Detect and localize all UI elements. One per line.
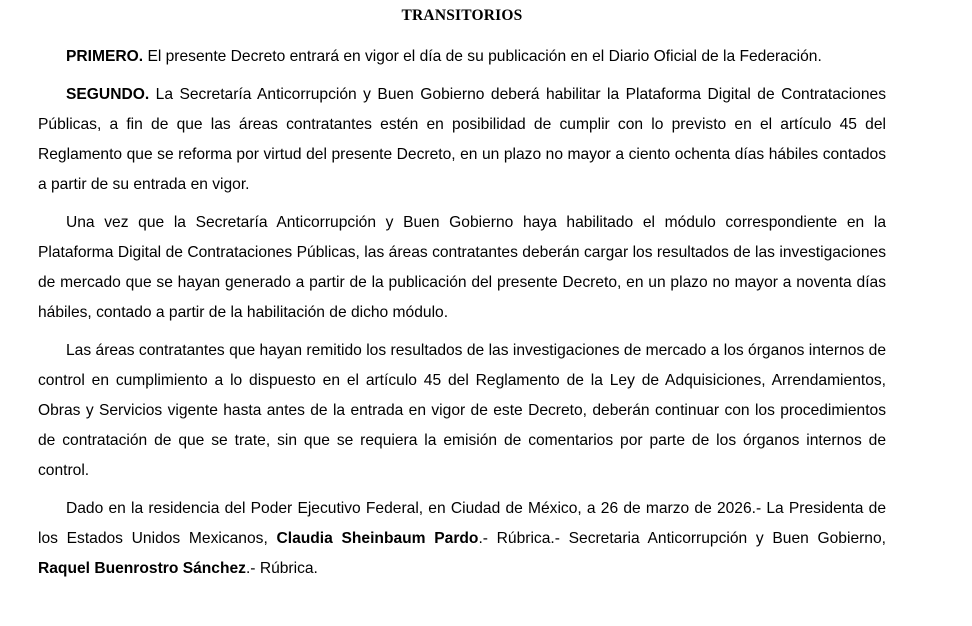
decree-page xyxy=(38,0,886,584)
closing-text-1: Dado en la residencia del Poder Ejecutivo Federal, en Ciudad de México, a 26 de marzo de 2026.- La Presidenta de los Estados Unidos Mexicanos, xyxy=(38,500,886,547)
paragraph-primero xyxy=(38,42,886,72)
closing-text-2: .- Rúbrica.- Secretaria Anticorrupción y Buen Gobierno, xyxy=(478,530,886,547)
paragraph-segundo-text: La Secretaría Anticorrupción y Buen Gobierno deberá habilitar la Plataforma Digital de Contrataciones Públicas, a fin de que las áreas contratantes estén en posibilidad de cumplir con lo previsto en el artículo 45 del Reglamento que se reforma por virtud del presente Decreto, en un plazo no mayor a ciento ochenta días hábiles contados a partir de su entrada en vigor. xyxy=(38,86,886,193)
paragraph-areas-contratantes: Las áreas contratantes que hayan remitido los resultados de las investigaciones de mercado a los órganos internos de control en cumplimiento a lo dispuesto en el artículo 45 del Reglamento de la Ley de Adquisiciones, Arrendamientos, Obras y Servicios vigente hasta antes de la entrada en vigor de este Decreto, deberán continuar con los procedimientos de contratación de que se trate, sin que se requiera la emisión de comentarios por parte de los órganos internos de control. xyxy=(38,342,886,479)
paragraph-habilitacion: Una vez que la Secretaría Anticorrupción y Buen Gobierno haya habilitado el módulo correspondiente en la Plataforma Digital de Contrataciones Públicas, las áreas contratantes deberán cargar los resultados de las investigaciones de mercado que se hayan generado a partir de la publicación del presente Decreto, en un plazo no mayor a noventa días hábiles, contado a partir de la habilitación de dicho módulo. xyxy=(38,214,886,321)
signatory-secretary: Raquel Buenrostro Sánchez xyxy=(38,560,246,577)
paragraph-primero-text: El presente Decreto entrará en vigor el día de su publicación en el Diario Oficial de la Federación. xyxy=(143,48,822,65)
article-label-segundo: SEGUNDO. xyxy=(66,86,150,103)
closing-text-3: .- Rúbrica. xyxy=(245,560,318,577)
article-label-primero: PRIMERO. xyxy=(66,48,144,65)
paragraph-segundo xyxy=(38,80,886,200)
closing-paragraph xyxy=(38,494,886,584)
signatory-president: Claudia Sheinbaum Pardo xyxy=(276,530,479,547)
section-heading: TRANSITORIOS xyxy=(401,7,523,24)
